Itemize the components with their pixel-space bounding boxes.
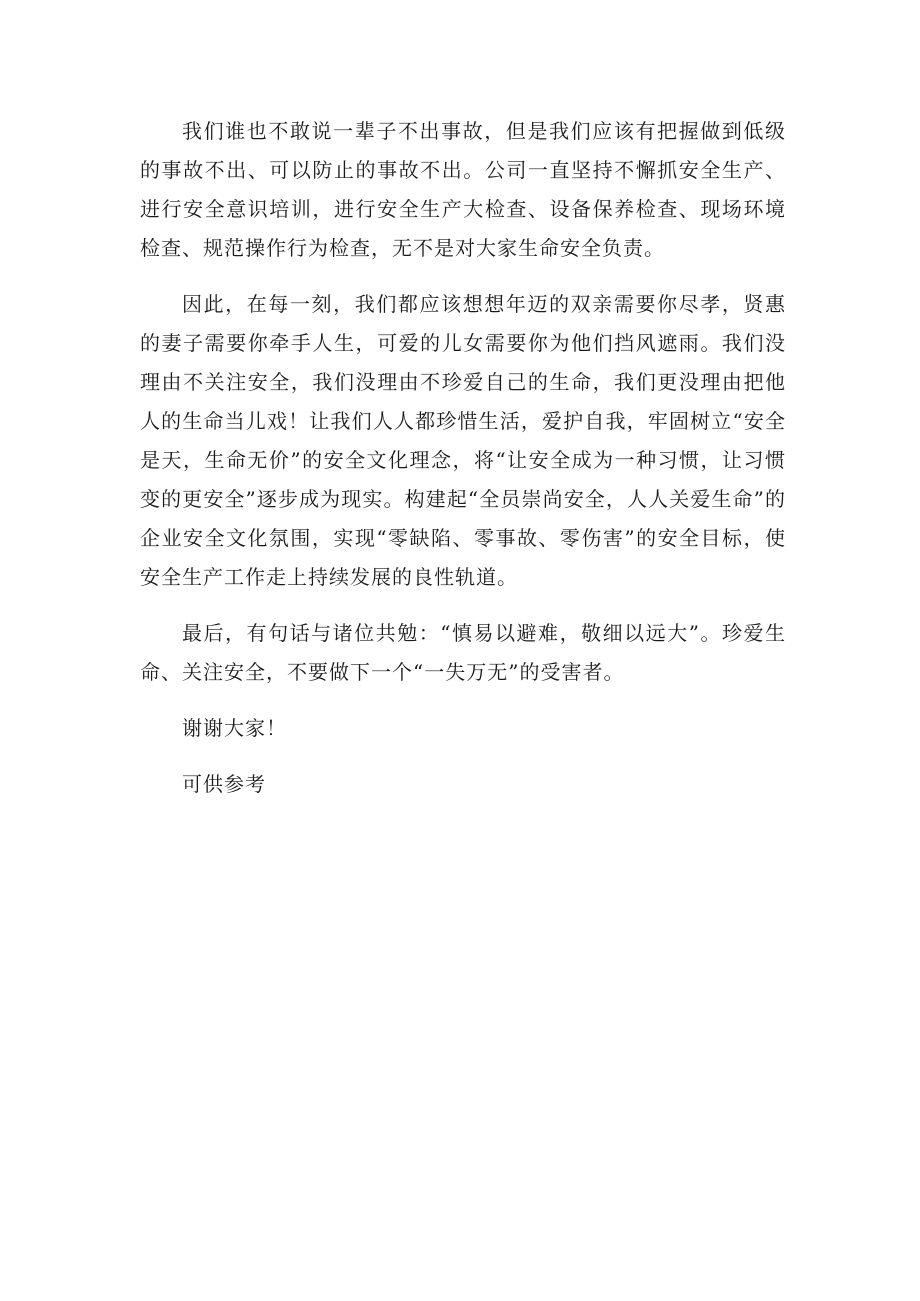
document-body — [140, 112, 786, 821]
paragraph-thanks: 谢谢大家！ — [182, 716, 287, 740]
paragraph-closing-motto: 最后，有句话与诸位共勉：“慎易以避难，敬细以远大”。珍爱生命、关注安全，不要做下一个“一失万无”的受害者。 — [140, 621, 786, 684]
paragraph-safety-responsibility: 我们谁也不敢说一辈子不出事故，但是我们应该有把握做到低级的事故不出、可以防止的事故不出。公司一直坚持不懈抓安全生产、进行安全意识培训，进行安全生产大检查、设备保养检查、现场环境检查、规范操作行为检查，无不是对大家生命安全负责。 — [140, 119, 786, 260]
paragraph-reference-note: 可供参考 — [182, 772, 266, 796]
paragraph-family-and-culture: 因此，在每一刻，我们都应该想想年迈的双亲需要你尽孝，贤惠的妻子需要你牵手人生，可爱的儿女需要你为他们挡风遮雨。我们没理由不关注安全，我们没理由不珍爱自己的生命，我们更没理由把他人的生命当儿戏！让我们人人都珍惜生活，爱护自我，牢固树立“安全是天，生命无价”的安全文化理念，将“让安全成为一种习惯，让习惯变的更安全”逐步成为现实。构建起“全员崇尚安全，人人关爱生命”的企业安全文化氛围，实现“零缺陷、零事故、零伤害”的安全目标，使安全生产工作走上持续发展的良性轨道。 — [140, 292, 786, 589]
